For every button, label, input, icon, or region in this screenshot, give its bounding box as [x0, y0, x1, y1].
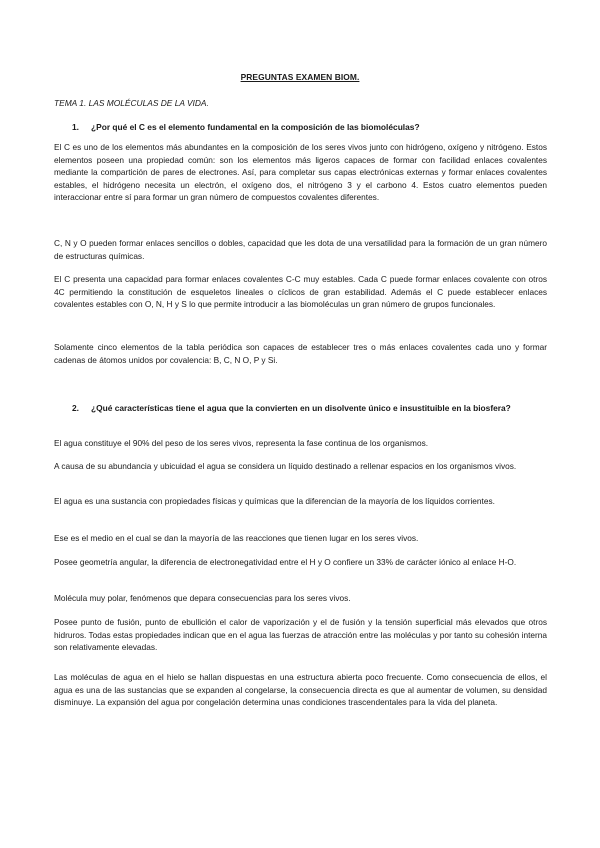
document-title: PREGUNTAS EXAMEN BIOM.: [240, 72, 360, 82]
paragraph: Ese es el medio en el cual se dan la mayoría de las reacciones que tienen lugar en los seres vivos.: [54, 533, 419, 543]
paragraph: El agua constituye el 90% del peso de los seres vivos, representa la fase continua de los organismos.: [54, 438, 429, 448]
question-text: ¿Por qué el C es el elemento fundamental en la composición de las biomoléculas?: [91, 122, 420, 132]
question-text: ¿Qué características tiene el agua que la convierten en un disolvente único e insustituible en la biosfera?: [91, 403, 511, 413]
paragraph: C, N y O pueden formar enlaces sencillos o dobles, capacidad que les dota de una versatilidad para la formación de un gran número de estructuras químicas.: [54, 238, 547, 261]
paragraph: El C es uno de los elementos más abundantes en la composición de los seres vivos junto con hidrógeno, oxígeno y nitrógeno. Estos elementos poseen una propiedad común: son los elementos más ligeros capaces de formar con facilidad enlaces covalentes mediante la compartición de pares de electrones. Así, para completar sus capas electrónicas externas y formar enlaces covalentes estables, el hidrógeno necesita un electrón, el oxígeno dos, el nitrógeno 3 y el carbono 4. Estos cuatro elementos pueden interaccionar entre sí para formar un gran número de compuestos covalentes diferentes.: [54, 142, 547, 203]
paragraph: Molécula muy polar, fenómenos que depara consecuencias para los seres vivos.: [54, 593, 351, 603]
paragraph: Solamente cinco elementos de la tabla periódica son capaces de establecer tres o más enlaces covalentes cada uno y formar cadenas de átomos unidos por covalencia: B, C, N O, P y Si.: [54, 342, 547, 365]
paragraph: El agua es una sustancia con propiedades físicas y químicas que la diferencian de la mayoría de los líquidos corrientes.: [54, 496, 495, 506]
paragraph: Posee geometría angular, la diferencia de electronegatividad entre el H y O confiere un 33% de carácter iónico al enlace H-O.: [54, 557, 517, 567]
question-2-heading: [54, 402, 547, 415]
paragraph: Las moléculas de agua en el hielo se hallan dispuestas en una estructura abierta poco frecuente. Como consecuencia de ellos, el agua es una de las sustancias que se expanden al congelarse, la consecuencia directa es que al aumentar de volumen, su densidad disminuye. La expansión del agua por congelación determina unas condiciones trascendentales para la vida del planeta.: [54, 672, 547, 708]
paragraph: Posee punto de fusión, punto de ebullición el calor de vaporización y el de fusión y la tensión superficial más elevados que otros hidruros. Todas estas propiedades indican que en el agua las fuerzas de atracción entre las moléculas y por tanto su cohesión interna son relativamente elevadas.: [54, 617, 547, 653]
question-number: 2.: [72, 403, 79, 413]
paragraph: El C presenta una capacidad para formar enlaces covalentes C-C muy estables. Cada C puede formar enlaces covalente con otros 4C permitiendo la constitución de esqueletos lineales o cíclicos de gran estabilidad. Además el C puede establecer enlaces covalentes estables con O, N, H y S lo que permite introducir a las biomoléculas un gran número de grupos funcionales.: [54, 274, 547, 310]
question-number: 1.: [72, 122, 79, 132]
section-heading: TEMA 1. LAS MOLÉCULAS DE LA VIDA.: [54, 98, 209, 108]
paragraph: A causa de su abundancia y ubicuidad el agua se considera un líquido destinado a rellenar espacios en los organismos vivos.: [54, 461, 517, 471]
question-1-heading: [54, 121, 547, 134]
